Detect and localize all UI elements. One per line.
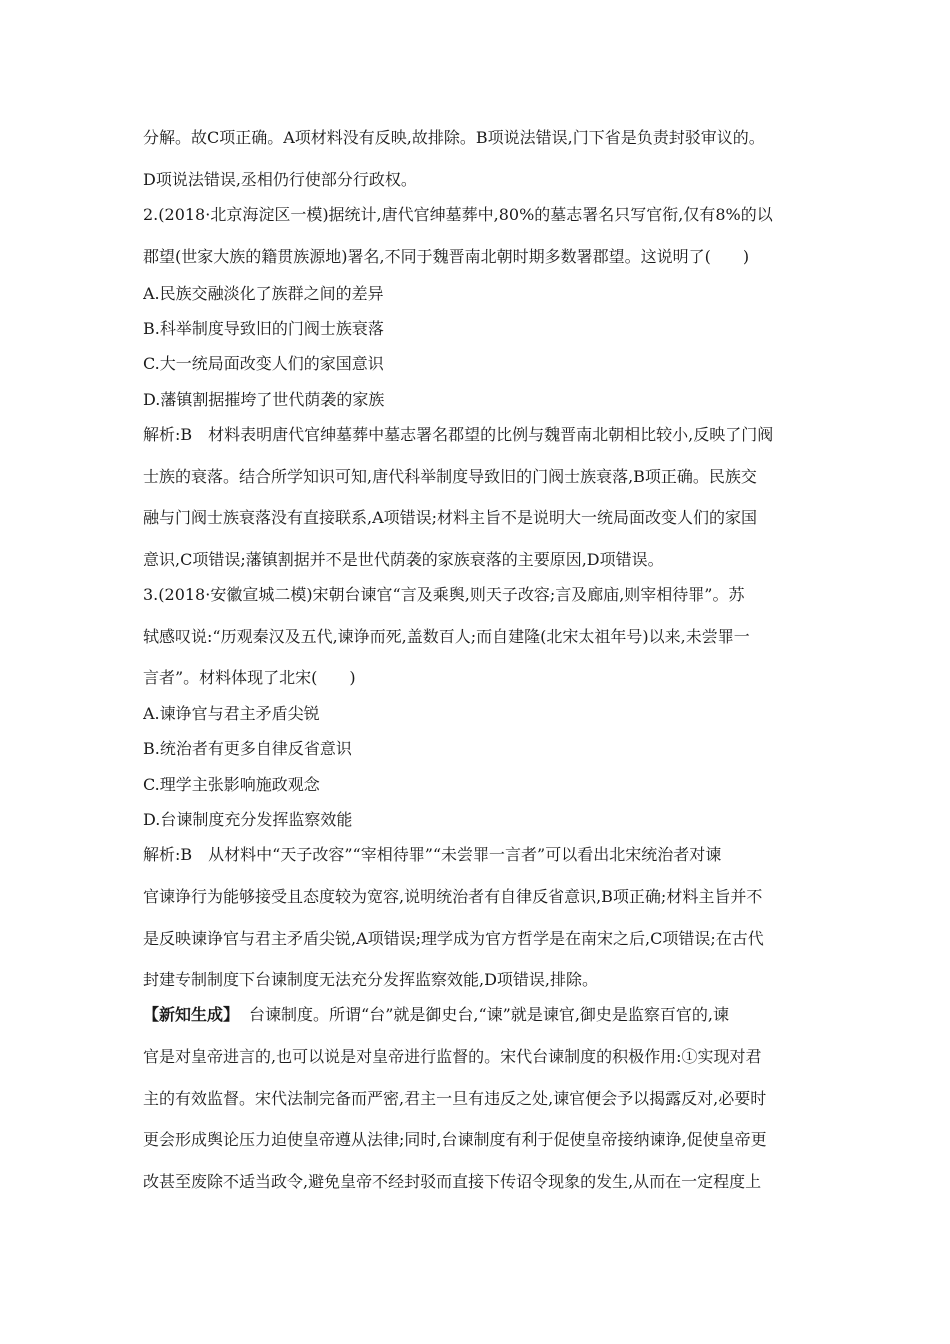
question-3-stem: 言者”。材料体现了北宋( ) — [143, 668, 356, 687]
question-2-option-c: C.大一统局面改变人们的家国意识 — [143, 354, 384, 373]
new-knowledge-paragraph: 官是对皇帝进言的,也可以说是对皇帝进行监督的。宋代台谏制度的积极作用:①实现对君 — [143, 1047, 762, 1066]
question-2-option-a: A.民族交融淡化了族群之间的差异 — [143, 284, 384, 303]
text-line: 分解。故C项正确。A项材料没有反映,故排除。B项说法错误,门下省是负责封驳审议的。 — [143, 128, 765, 147]
question-3-analysis: 是反映谏诤官与君主矛盾尖锐,A项错误;理学成为官方哲学是在南宋之后,C项错误;在古代 — [143, 929, 764, 948]
question-2-option-d: D.藩镇割据摧垮了世代荫袭的家族 — [143, 390, 385, 409]
question-2-analysis: 意识,C项错误;藩镇割据并不是世代荫袭的家族衰落的主要原因,D项错误。 — [143, 550, 664, 569]
question-2-analysis: 融与门阀士族衰落没有直接联系,A项错误;材料主旨不是说明大一统局面改变人们的家国 — [143, 508, 758, 527]
question-2-analysis: 解析:B 材料表明唐代官绅墓葬中墓志署名郡望的比例与魏晋南北朝相比较小,反映了门阀 — [143, 425, 774, 444]
question-3-stem: 3.(2018·安徽宣城二模)宋朝台谏官“言及乘舆,则天子改容;言及廊庙,则宰相待罪”。苏 — [143, 585, 745, 604]
question-3-analysis: 封建专制制度下台谏制度无法充分发挥监察效能,D项错误,排除。 — [143, 970, 599, 989]
question-2-stem: 郡望(世家大族的籍贯族源地)署名,不同于魏晋南北朝时期多数署郡望。这说明了( ) — [143, 247, 750, 266]
question-3-option-a: A.谏诤官与君主矛盾尖锐 — [143, 704, 320, 723]
question-3-stem: 轼感叹说:“历观秦汉及五代,谏诤而死,盖数百人;而自建隆(北宋太祖年号)以来,未尝罪一 — [143, 627, 750, 646]
question-2-option-b: B.科举制度导致旧的门阀士族衰落 — [143, 319, 384, 338]
question-2-analysis: 士族的衰落。结合所学知识可知,唐代科举制度导致旧的门阀士族衰落,B项正确。民族交 — [143, 467, 757, 486]
new-knowledge-label: 【新知生成】 — [143, 1005, 240, 1024]
new-knowledge-paragraph: 改甚至废除不适当政令,避免皇帝不经封驳而直接下传诏令现象的发生,从而在一定程度上 — [143, 1172, 762, 1191]
question-2-stem: 2.(2018·北京海淀区一模)据统计,唐代官绅墓葬中,80%的墓志署名只写官衔,仅有8%的以 — [143, 205, 773, 224]
text-line: D项说法错误,丞相仍行使部分行政权。 — [143, 170, 417, 189]
question-3-option-d: D.台谏制度充分发挥监察效能 — [143, 810, 353, 829]
new-knowledge-text: 台谏制度。所谓“台”就是御史台,“谏”就是谏官,御史是监察百官的,谏 — [249, 1005, 729, 1024]
question-3-option-b: B.统治者有更多自律反省意识 — [143, 739, 352, 758]
new-knowledge-paragraph: 更会形成舆论压力迫使皇帝遵从法律;同时,台谏制度有利于促使皇帝接纳谏诤,促使皇帝更 — [143, 1130, 767, 1149]
question-3-analysis: 官谏诤行为能够接受且态度较为宽容,说明统治者有自律反省意识,B项正确;材料主旨并不 — [143, 887, 763, 906]
new-knowledge-paragraph — [143, 1005, 823, 1025]
new-knowledge-paragraph: 主的有效监督。宋代法制完备而严密,君主一旦有违反之处,谏官便会予以揭露反对,必要时 — [143, 1089, 767, 1108]
question-3-option-c: C.理学主张影响施政观念 — [143, 775, 320, 794]
question-3-analysis: 解析:B 从材料中“天子改容”“宰相待罪”“未尝罪一言者”可以看出北宋统治者对谏 — [143, 845, 722, 864]
